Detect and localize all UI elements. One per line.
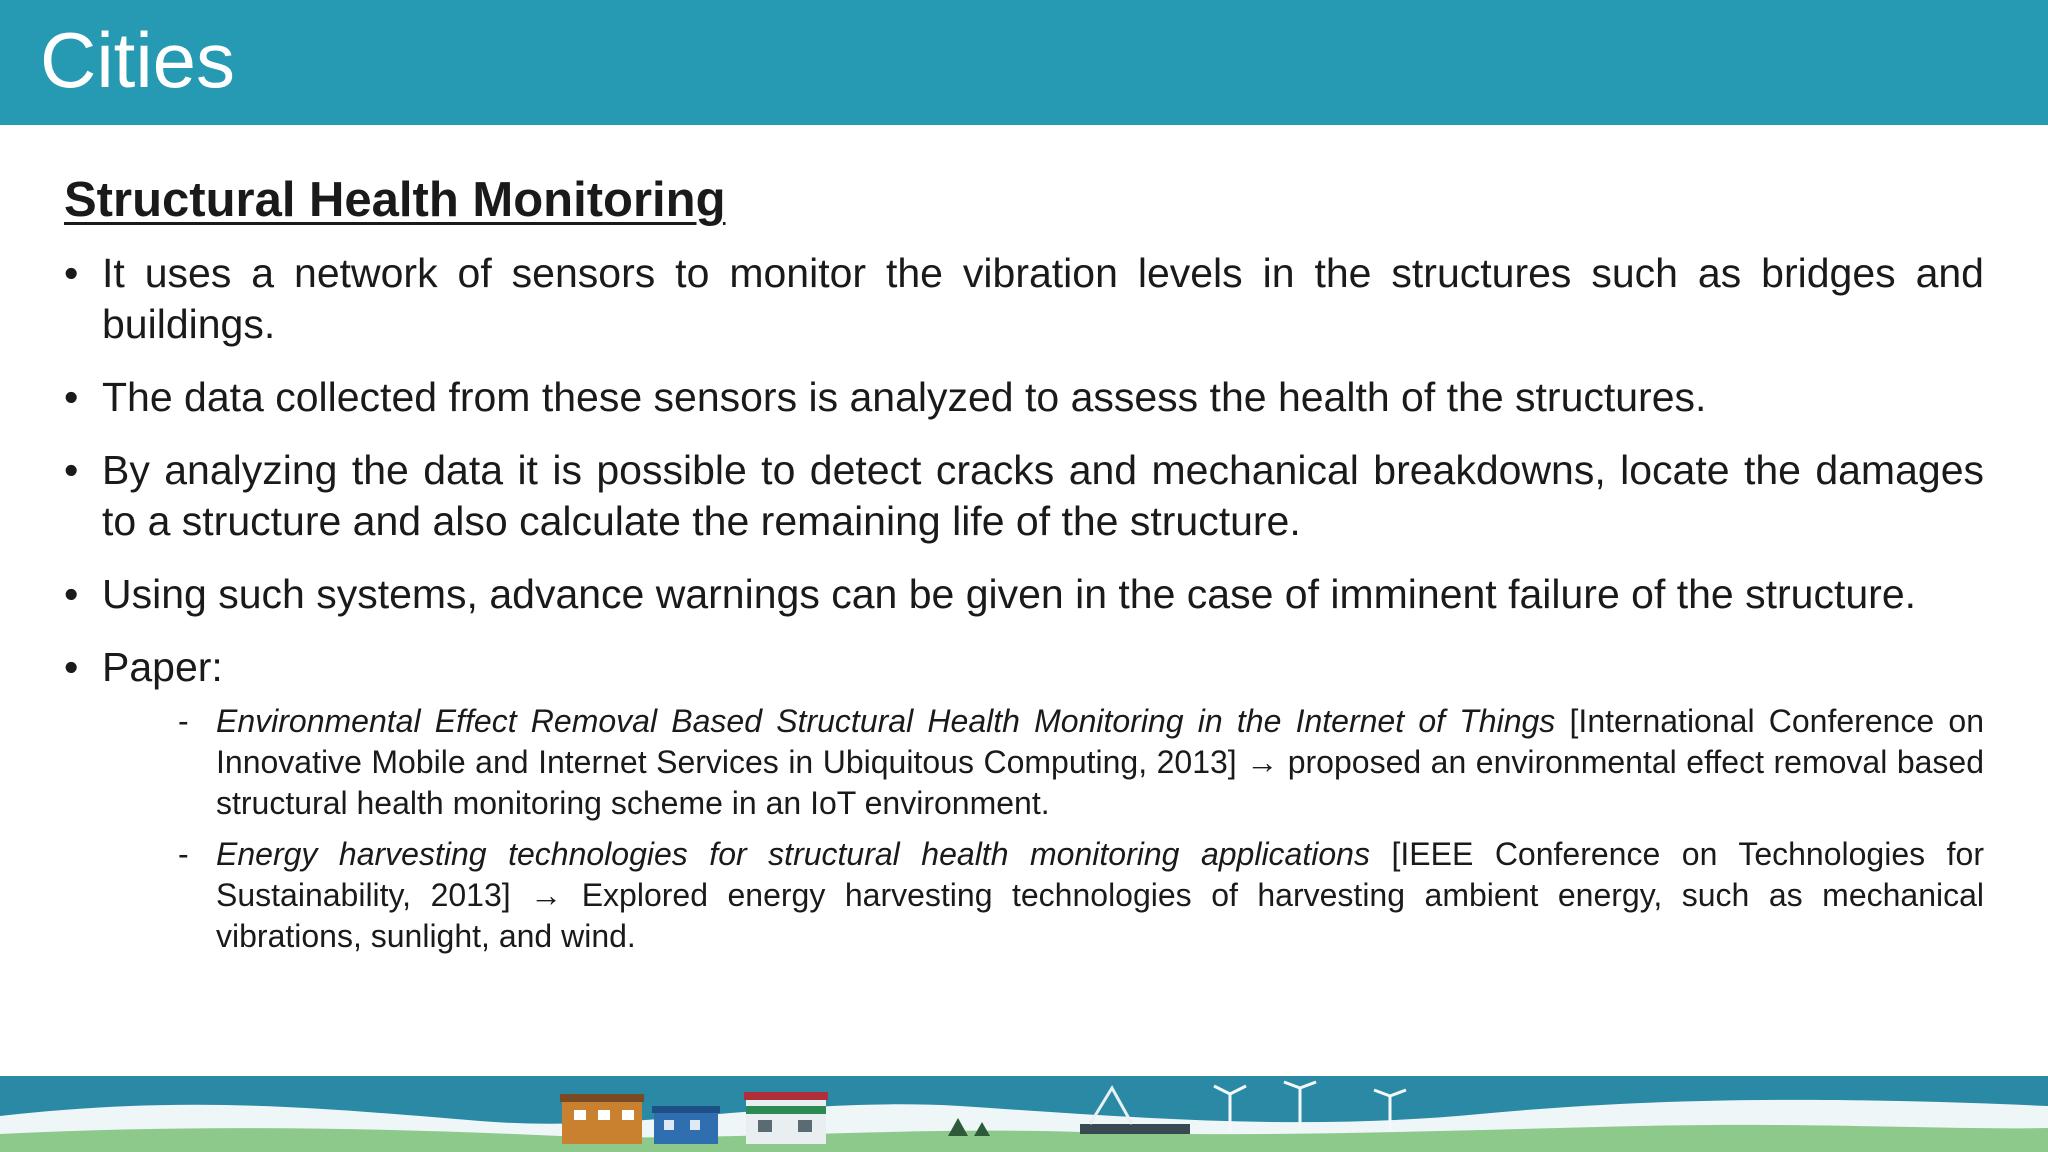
store-icon [744,1092,828,1144]
arrow-icon: → [530,877,563,913]
bullet-item [64,569,1984,620]
bullet-marker: • [64,447,79,493]
city-landscape-banner [0,1076,2048,1152]
paper-venue: [IEEE Conference on Technologies for Sustainability, 2013] [216,836,1985,913]
dash-marker: - [178,836,189,872]
dash-marker: - [178,703,189,739]
slide-content [64,168,1984,979]
paper-item [102,701,1984,824]
paper-item [102,834,1984,957]
bullet-marker: • [64,571,79,617]
title-bar [0,0,2048,125]
bullet-list [64,248,1984,957]
bullet-item-paper [64,642,1984,957]
section-heading: Structural Health Monitoring [64,173,726,227]
paper-summary: proposed an environmental effect removal based structural health monitoring scheme in an IoT environment. [216,744,1985,821]
bullet-marker: • [64,644,79,690]
bullet-text: Using such systems, advance warnings can be given in the case of imminent failure of the structure. [102,571,1917,617]
bullet-text: Paper: [102,644,223,690]
bullet-text: By analyzing the data it is possible to detect cracks and mechanical breakdowns, locate the damages to a structure and also calculate the remaining life of the structure. [102,447,1984,544]
bullet-marker: • [64,250,79,296]
bullet-item [64,248,1984,350]
bullet-text: It uses a network of sensors to monitor the vibration levels in the structures such as bridges and buildings. [102,250,1984,347]
bullet-item [64,372,1984,423]
paper-summary: Explored energy harvesting technologies of harvesting ambient energy, such as mechanical vibrations, sunlight, and wind. [216,877,1985,954]
slide-title: Cities [40,16,236,104]
shop-icon [652,1106,720,1144]
building-icon [560,1094,644,1144]
paper-venue: [International Conference on Innovative Mobile and Internet Services in Ubiquitous Computing, 2013] [216,703,1985,780]
bullet-text: The data collected from these sensors is analyzed to assess the health of the structures. [102,374,1707,420]
bullet-item [64,445,1984,547]
arrow-icon: → [1246,744,1279,780]
paper-list [102,701,1984,957]
paper-title: Environmental Effect Removal Based Structural Health Monitoring in the Internet of Things [216,703,1556,739]
paper-title: Energy harvesting technologies for structural health monitoring applications [216,836,1370,872]
bullet-marker: • [64,374,79,420]
